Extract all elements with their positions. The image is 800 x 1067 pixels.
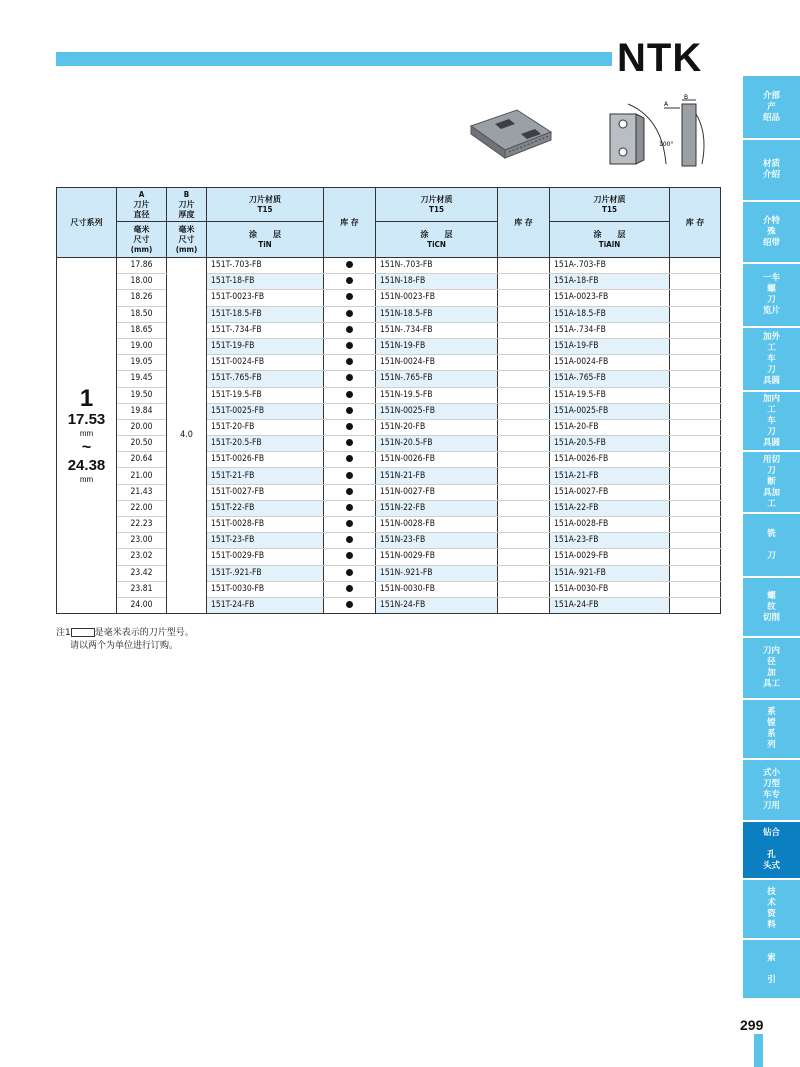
- model-tin-cell: 151T-.765-FB: [207, 371, 324, 387]
- stock-tialn-cell: [670, 419, 721, 435]
- stock-tialn-cell: [670, 436, 721, 452]
- stock-tialn-cell: [670, 565, 721, 581]
- model-tialn-cell: 151A-0029-FB: [550, 549, 670, 565]
- table-row: [57, 581, 721, 597]
- stock-tialn-cell: [670, 549, 721, 565]
- in-stock-dot-icon: [346, 391, 353, 398]
- diameter-cell: 21.00: [117, 468, 167, 484]
- stock-tialn-cell: [670, 387, 721, 403]
- model-tialn-cell: 151A-0023-FB: [550, 290, 670, 306]
- header-grade-ticn: 刀片材质 T15: [376, 188, 498, 222]
- header-grade-tialn: 刀片材质 T15: [550, 188, 670, 222]
- side-tab[interactable]: 式小 刀型 车专 刀用: [743, 760, 800, 822]
- table-row: [57, 290, 721, 306]
- header-thickness: B 刀片 厚度: [167, 188, 207, 222]
- stock-tin-cell: [324, 517, 376, 533]
- svg-text:100°: 100°: [659, 141, 674, 148]
- model-tialn-cell: 151A-0027-FB: [550, 484, 670, 500]
- stock-tin-cell: [324, 484, 376, 500]
- model-tialn-cell: 151A-0024-FB: [550, 355, 670, 371]
- stock-tialn-cell: [670, 403, 721, 419]
- model-tialn-cell: 151A-.703-FB: [550, 258, 670, 274]
- header-coat-ticn: 涂 层 TiCN: [376, 222, 498, 258]
- table-row: [57, 436, 721, 452]
- model-tin-cell: 151T-0030-FB: [207, 581, 324, 597]
- diameter-cell: 23.00: [117, 533, 167, 549]
- in-stock-dot-icon: [346, 552, 353, 559]
- diameter-cell: 23.02: [117, 549, 167, 565]
- model-tin-cell: 151T-19-FB: [207, 338, 324, 354]
- model-tin-cell: 151T-19.5-FB: [207, 387, 324, 403]
- stock-ticn-cell: [498, 500, 550, 516]
- in-stock-dot-icon: [346, 520, 353, 527]
- diameter-cell: 19.00: [117, 338, 167, 354]
- model-ticn-cell: 151N-.765-FB: [376, 371, 498, 387]
- table-row: [57, 355, 721, 371]
- model-tin-cell: 151T-0028-FB: [207, 517, 324, 533]
- diameter-cell: 20.50: [117, 436, 167, 452]
- model-tialn-cell: 151A-18-FB: [550, 274, 670, 290]
- stock-tin-cell: [324, 549, 376, 565]
- header-diameter: A 刀片 直径: [117, 188, 167, 222]
- model-tin-cell: 151T-21-FB: [207, 468, 324, 484]
- table-row: [57, 500, 721, 516]
- stock-tialn-cell: [670, 533, 721, 549]
- svg-text:A: A: [664, 101, 669, 108]
- diameter-cell: 19.05: [117, 355, 167, 371]
- stock-tialn-cell: [670, 355, 721, 371]
- insert-spec-table: [56, 187, 721, 614]
- table-row: [57, 419, 721, 435]
- stock-ticn-cell: [498, 549, 550, 565]
- in-stock-dot-icon: [346, 423, 353, 430]
- stock-ticn-cell: [498, 274, 550, 290]
- stock-tin-cell: [324, 452, 376, 468]
- model-tin-cell: 151T-0027-FB: [207, 484, 324, 500]
- stock-tin-cell: [324, 533, 376, 549]
- table-row: [57, 258, 721, 274]
- model-tialn-cell: 151A-21-FB: [550, 468, 670, 484]
- model-ticn-cell: 151N-0026-FB: [376, 452, 498, 468]
- model-ticn-cell: 151N-20-FB: [376, 419, 498, 435]
- model-tialn-cell: 151A-.765-FB: [550, 371, 670, 387]
- svg-text:B: B: [684, 94, 689, 101]
- model-tin-cell: 151T-0023-FB: [207, 290, 324, 306]
- header-stock-tin: 库 存: [324, 188, 376, 258]
- side-tab[interactable]: 铣 刀: [743, 514, 800, 578]
- stock-tialn-cell: [670, 371, 721, 387]
- table-row: [57, 274, 721, 290]
- table-row: [57, 322, 721, 338]
- stock-ticn-cell: [498, 581, 550, 597]
- model-tin-cell: 151T-.921-FB: [207, 565, 324, 581]
- side-tab[interactable]: 系 镗 系 列: [743, 700, 800, 760]
- mm-marker-box: [71, 628, 95, 637]
- side-tab[interactable]: 技 术 资 料: [743, 880, 800, 940]
- stock-tin-cell: [324, 500, 376, 516]
- in-stock-dot-icon: [346, 455, 353, 462]
- table-row: [57, 597, 721, 613]
- header-coat-tialn: 涂 层 TiAlN: [550, 222, 670, 258]
- stock-ticn-cell: [498, 452, 550, 468]
- stock-tialn-cell: [670, 306, 721, 322]
- stock-ticn-cell: [498, 436, 550, 452]
- stock-tin-cell: [324, 258, 376, 274]
- side-tab[interactable]: 螺 纹 切削: [743, 578, 800, 638]
- diameter-cell: 22.00: [117, 500, 167, 516]
- model-ticn-cell: 151N-22-FB: [376, 500, 498, 516]
- model-tin-cell: 151T-20-FB: [207, 419, 324, 435]
- model-tin-cell: 151T-24-FB: [207, 597, 324, 613]
- stock-tin-cell: [324, 419, 376, 435]
- stock-tin-cell: [324, 322, 376, 338]
- model-ticn-cell: 151N-24-FB: [376, 597, 498, 613]
- header-coat-tin: 涂 层 TiN: [207, 222, 324, 258]
- model-ticn-cell: 151N-0027-FB: [376, 484, 498, 500]
- table-row: [57, 387, 721, 403]
- stock-tin-cell: [324, 565, 376, 581]
- model-tin-cell: 151T-0029-FB: [207, 549, 324, 565]
- model-tialn-cell: 151A-24-FB: [550, 597, 670, 613]
- stock-ticn-cell: [498, 403, 550, 419]
- side-tab[interactable]: 介特 殊 绍带: [743, 202, 800, 264]
- model-tialn-cell: 151A-20.5-FB: [550, 436, 670, 452]
- model-ticn-cell: 151N-19.5-FB: [376, 387, 498, 403]
- footnotes: [56, 627, 194, 653]
- model-tin-cell: 151T-0026-FB: [207, 452, 324, 468]
- brand-logo: NTK: [617, 36, 703, 80]
- model-tin-cell: 151T-20.5-FB: [207, 436, 324, 452]
- model-ticn-cell: 151N-0023-FB: [376, 290, 498, 306]
- in-stock-dot-icon: [346, 326, 353, 333]
- diameter-cell: 17.86: [117, 258, 167, 274]
- model-tin-cell: 151T-.734-FB: [207, 322, 324, 338]
- table-row: [57, 371, 721, 387]
- in-stock-dot-icon: [346, 536, 353, 543]
- stock-tin-cell: [324, 338, 376, 354]
- in-stock-dot-icon: [346, 601, 353, 608]
- model-tialn-cell: 151A-19-FB: [550, 338, 670, 354]
- diameter-cell: 24.00: [117, 597, 167, 613]
- stock-ticn-cell: [498, 484, 550, 500]
- header-grade-tin: 刀片材质 T15: [207, 188, 324, 222]
- model-tin-cell: 151T-18.5-FB: [207, 306, 324, 322]
- diameter-cell: 18.65: [117, 322, 167, 338]
- side-tab[interactable]: 刀内 径 加 具工: [743, 638, 800, 700]
- stock-tialn-cell: [670, 290, 721, 306]
- model-tin-cell: 151T-.703-FB: [207, 258, 324, 274]
- stock-tialn-cell: [670, 597, 721, 613]
- in-stock-dot-icon: [346, 277, 353, 284]
- model-ticn-cell: 151N-0029-FB: [376, 549, 498, 565]
- model-tialn-cell: 151A-20-FB: [550, 419, 670, 435]
- stock-ticn-cell: [498, 419, 550, 435]
- model-tialn-cell: 151A-22-FB: [550, 500, 670, 516]
- diameter-cell: 19.50: [117, 387, 167, 403]
- model-tialn-cell: 151A-19.5-FB: [550, 387, 670, 403]
- model-ticn-cell: 151N-18-FB: [376, 274, 498, 290]
- table-row: [57, 484, 721, 500]
- diameter-cell: 23.42: [117, 565, 167, 581]
- diameter-cell: 19.45: [117, 371, 167, 387]
- stock-tialn-cell: [670, 468, 721, 484]
- diameter-cell: 19.84: [117, 403, 167, 419]
- table-row: [57, 468, 721, 484]
- table-row: [57, 403, 721, 419]
- diameter-cell: 20.64: [117, 452, 167, 468]
- header-diameter-unit: 毫米 尺寸 (mm): [117, 222, 167, 258]
- side-tab[interactable]: 用切 刀 断 具加 工: [743, 452, 800, 514]
- model-ticn-cell: 151N-18.5-FB: [376, 306, 498, 322]
- stock-tin-cell: [324, 597, 376, 613]
- in-stock-dot-icon: [346, 358, 353, 365]
- diameter-cell: 21.43: [117, 484, 167, 500]
- model-tialn-cell: 151A-0025-FB: [550, 403, 670, 419]
- stock-tin-cell: [324, 581, 376, 597]
- model-tin-cell: 151T-0024-FB: [207, 355, 324, 371]
- stock-tialn-cell: [670, 581, 721, 597]
- in-stock-dot-icon: [346, 488, 353, 495]
- model-tialn-cell: 151A-.921-FB: [550, 565, 670, 581]
- header-accent-bar: [56, 52, 612, 66]
- insert-dimension-diagram: [604, 94, 714, 174]
- model-ticn-cell: 151N-0028-FB: [376, 517, 498, 533]
- model-tialn-cell: 151A-23-FB: [550, 533, 670, 549]
- stock-tialn-cell: [670, 452, 721, 468]
- in-stock-dot-icon: [346, 569, 353, 576]
- side-tab[interactable]: 钻合 孔 头式: [743, 822, 800, 880]
- stock-tialn-cell: [670, 322, 721, 338]
- in-stock-dot-icon: [346, 261, 353, 268]
- model-tialn-cell: 151A-.734-FB: [550, 322, 670, 338]
- table-row: [57, 549, 721, 565]
- table-row: [57, 338, 721, 354]
- in-stock-dot-icon: [346, 472, 353, 479]
- in-stock-dot-icon: [346, 374, 353, 381]
- stock-ticn-cell: [498, 517, 550, 533]
- model-ticn-cell: 151N-0030-FB: [376, 581, 498, 597]
- model-ticn-cell: 151N-.921-FB: [376, 565, 498, 581]
- stock-ticn-cell: [498, 597, 550, 613]
- stock-tialn-cell: [670, 258, 721, 274]
- stock-tin-cell: [324, 387, 376, 403]
- footnote-1: 注1 是毫米表示的刀片型号。: [56, 628, 194, 638]
- header-series: 尺寸系列: [57, 188, 117, 258]
- header-thickness-unit: 毫米 尺寸 (mm): [167, 222, 207, 258]
- model-ticn-cell: 151N-.703-FB: [376, 258, 498, 274]
- footnote-2: 请以两个为单位进行订购。: [70, 641, 179, 651]
- model-tin-cell: 151T-22-FB: [207, 500, 324, 516]
- stock-ticn-cell: [498, 387, 550, 403]
- model-ticn-cell: 151N-0024-FB: [376, 355, 498, 371]
- side-tab[interactable]: 材质 介绍: [743, 140, 800, 202]
- diameter-cell: 18.00: [117, 274, 167, 290]
- table-row: [57, 306, 721, 322]
- stock-tin-cell: [324, 306, 376, 322]
- page-number-bar: [754, 1034, 763, 1067]
- stock-tialn-cell: [670, 500, 721, 516]
- model-tin-cell: 151T-18-FB: [207, 274, 324, 290]
- model-ticn-cell: 151N-21-FB: [376, 468, 498, 484]
- stock-tialn-cell: [670, 484, 721, 500]
- diameter-cell: 22.23: [117, 517, 167, 533]
- diameter-cell: 18.50: [117, 306, 167, 322]
- diameter-cell: 23.81: [117, 581, 167, 597]
- stock-ticn-cell: [498, 306, 550, 322]
- in-stock-dot-icon: [346, 293, 353, 300]
- diameter-cell: 18.26: [117, 290, 167, 306]
- page-number: 299: [740, 1017, 764, 1033]
- side-tab[interactable]: 介部 产 绍品: [743, 76, 800, 140]
- stock-tialn-cell: [670, 517, 721, 533]
- in-stock-dot-icon: [346, 504, 353, 511]
- in-stock-dot-icon: [346, 407, 353, 414]
- table-row: [57, 452, 721, 468]
- model-tialn-cell: 151A-0030-FB: [550, 581, 670, 597]
- stock-tin-cell: [324, 290, 376, 306]
- model-ticn-cell: 151N-0025-FB: [376, 403, 498, 419]
- side-tab[interactable]: 一车 螺 刀 览片: [743, 264, 800, 328]
- side-tab[interactable]: 加内 工 车 刀 具圆: [743, 392, 800, 452]
- model-ticn-cell: 151N-23-FB: [376, 533, 498, 549]
- model-tialn-cell: 151A-0028-FB: [550, 517, 670, 533]
- stock-tialn-cell: [670, 274, 721, 290]
- stock-ticn-cell: [498, 322, 550, 338]
- in-stock-dot-icon: [346, 310, 353, 317]
- stock-ticn-cell: [498, 371, 550, 387]
- model-tin-cell: 151T-23-FB: [207, 533, 324, 549]
- model-tin-cell: 151T-0025-FB: [207, 403, 324, 419]
- stock-tin-cell: [324, 371, 376, 387]
- insert-photo-icon: [465, 104, 557, 164]
- stock-tialn-cell: [670, 338, 721, 354]
- side-tab[interactable]: 索 引: [743, 940, 800, 1000]
- model-tialn-cell: 151A-0026-FB: [550, 452, 670, 468]
- stock-ticn-cell: [498, 258, 550, 274]
- stock-tin-cell: [324, 436, 376, 452]
- thickness-cell: 4.0: [167, 258, 207, 614]
- series-range: 1 17.53 mm ~ 24.38 mm: [57, 258, 117, 614]
- header-stock-tialn: 库 存: [670, 188, 721, 258]
- stock-ticn-cell: [498, 355, 550, 371]
- diameter-cell: 20.00: [117, 419, 167, 435]
- side-tab[interactable]: 加外 工 车 刀 具圆: [743, 328, 800, 392]
- stock-tin-cell: [324, 274, 376, 290]
- stock-tin-cell: [324, 403, 376, 419]
- side-index-tabs: [743, 76, 800, 1000]
- model-ticn-cell: 151N-19-FB: [376, 338, 498, 354]
- model-ticn-cell: 151N-.734-FB: [376, 322, 498, 338]
- stock-ticn-cell: [498, 468, 550, 484]
- table-row: [57, 517, 721, 533]
- table-row: [57, 565, 721, 581]
- model-tialn-cell: 151A-18.5-FB: [550, 306, 670, 322]
- stock-ticn-cell: [498, 290, 550, 306]
- header-stock-ticn: 库 存: [498, 188, 550, 258]
- stock-ticn-cell: [498, 338, 550, 354]
- table-row: [57, 533, 721, 549]
- model-ticn-cell: 151N-20.5-FB: [376, 436, 498, 452]
- stock-ticn-cell: [498, 533, 550, 549]
- in-stock-dot-icon: [346, 342, 353, 349]
- stock-tin-cell: [324, 355, 376, 371]
- in-stock-dot-icon: [346, 439, 353, 446]
- stock-tin-cell: [324, 468, 376, 484]
- stock-ticn-cell: [498, 565, 550, 581]
- in-stock-dot-icon: [346, 585, 353, 592]
